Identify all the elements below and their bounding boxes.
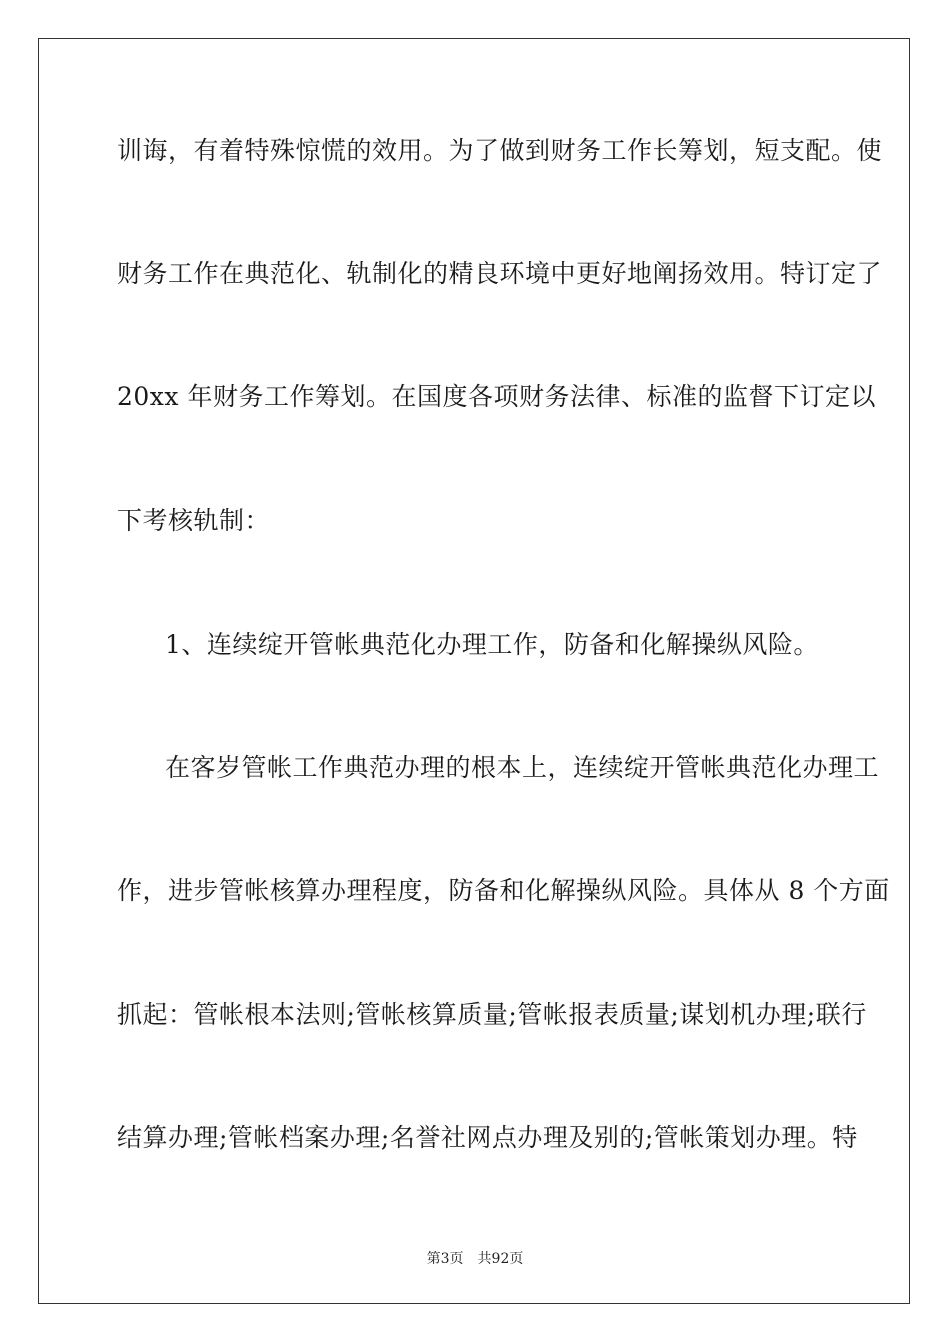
page-footer (0, 1248, 950, 1268)
body-line-8: 抓起：管帐根本法则;管帐核算质量;管帐报表质量;谋划机办理;联行 (117, 1000, 867, 1029)
body-line-2: 财务工作在典范化、轨制化的精良环境中更好地阐扬效用。特订定了 (117, 259, 883, 288)
body-line-3: 20xx 年财务工作筹划。在国度各项财务法律、标准的监督下订定以 (117, 382, 876, 411)
section-heading-1: 1、连续绽开管帐典范化办理工作，防备和化解操纵风险。 (165, 630, 819, 659)
body-line-6: 在客岁管帐工作典范办理的根本上，连续绽开管帐典范化办理工 (165, 753, 880, 782)
page-number: 第3页 (426, 1251, 464, 1267)
body-line-7: 作，进步管帐核算办理程度，防备和化解操纵风险。具体从 8 个方面 (117, 876, 890, 905)
page-total: 共92页 (477, 1251, 524, 1267)
page-border (38, 38, 910, 1304)
body-line-4: 下考核轨制： (117, 506, 271, 535)
body-line-9: 结算办理;管帐档案办理;名誉社网点办理及别的;管帐策划办理。特 (117, 1123, 858, 1152)
body-line-1: 训诲，有着特殊惊慌的效用。为了做到财务工作长筹划，短支配。使 (117, 136, 883, 165)
